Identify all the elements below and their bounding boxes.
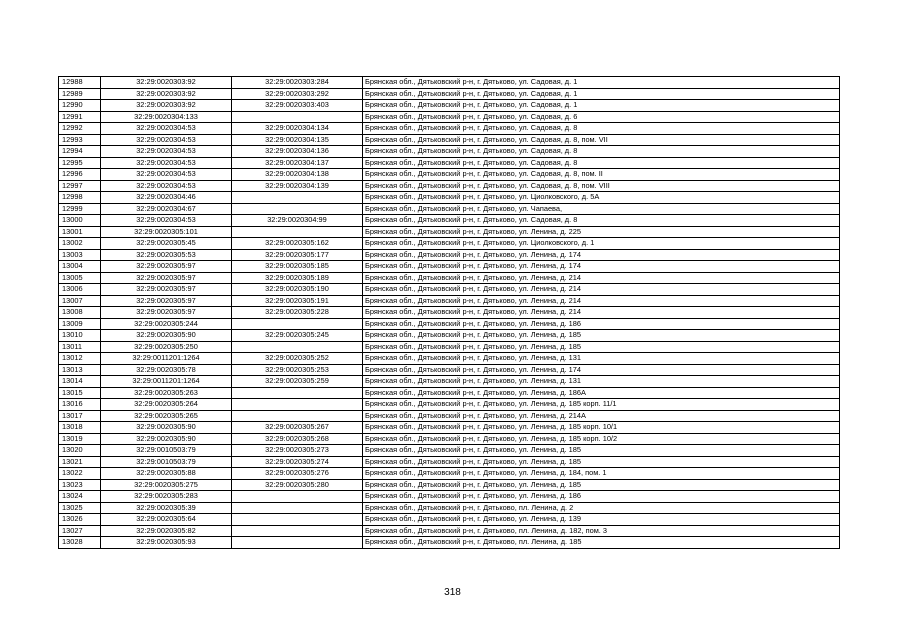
address-cell: Брянская обл., Дятьковский р-н, г. Дятьково, ул. Ленина, д. 185 (363, 341, 840, 353)
address-cell: Брянская обл., Дятьковский р-н, г. Дятьково, ул. Ленина, д. 131 (363, 353, 840, 365)
parent-cadastral-number-cell: 32:29:0020305:250 (101, 341, 232, 353)
parent-cadastral-number-cell: 32:29:0020305:39 (101, 502, 232, 514)
table-row (59, 123, 840, 135)
address-cell: Брянская обл., Дятьковский р-н, г. Дятьково, ул. Садовая, д. 8, пом. II (363, 169, 840, 181)
cadastral-number-cell: 32:29:0020305:190 (232, 284, 363, 296)
address-cell: Брянская обл., Дятьковский р-н, г. Дятьково, ул. Ленина, д. 174 (363, 364, 840, 376)
cadastral-number-cell (232, 514, 363, 526)
row-number-cell: 12993 (59, 134, 101, 146)
parent-cadastral-number-cell: 32:29:0020305:97 (101, 284, 232, 296)
cadastral-number-cell: 32:29:0020305:259 (232, 376, 363, 388)
address-cell: Брянская обл., Дятьковский р-н, г. Дятьково, ул. Садовая, д. 8 (363, 215, 840, 227)
table-row (59, 169, 840, 181)
row-number-cell: 13001 (59, 226, 101, 238)
parent-cadastral-number-cell: 32:29:0020305:97 (101, 295, 232, 307)
table-row (59, 249, 840, 261)
table-row (59, 318, 840, 330)
row-number-cell: 13019 (59, 433, 101, 445)
parent-cadastral-number-cell: 32:29:0020305:264 (101, 399, 232, 411)
cadastral-number-cell: 32:29:0020303:292 (232, 88, 363, 100)
address-cell: Брянская обл., Дятьковский р-н, г. Дятьково, ул. Садовая, д. 1 (363, 100, 840, 112)
cadastral-number-cell (232, 399, 363, 411)
cadastral-number-cell: 32:29:0020304:135 (232, 134, 363, 146)
parent-cadastral-number-cell: 32:29:0020305:244 (101, 318, 232, 330)
row-number-cell: 13004 (59, 261, 101, 273)
row-number-cell: 12994 (59, 146, 101, 158)
parent-cadastral-number-cell: 32:29:0020304:53 (101, 180, 232, 192)
cadastral-number-cell: 32:29:0020304:134 (232, 123, 363, 135)
table-row (59, 226, 840, 238)
table-row (59, 387, 840, 399)
cadastral-number-cell (232, 410, 363, 422)
parent-cadastral-number-cell: 32:29:0020303:92 (101, 88, 232, 100)
parent-cadastral-number-cell: 32:29:0011201:1264 (101, 353, 232, 365)
cadastral-number-cell: 32:29:0020303:284 (232, 77, 363, 89)
row-number-cell: 13002 (59, 238, 101, 250)
row-number-cell: 13011 (59, 341, 101, 353)
row-number-cell: 13021 (59, 456, 101, 468)
cadastral-number-cell: 32:29:0020305:276 (232, 468, 363, 480)
parent-cadastral-number-cell: 32:29:0020305:275 (101, 479, 232, 491)
address-cell: Брянская обл., Дятьковский р-н, г. Дятьково, ул. Ленина, д. 214А (363, 410, 840, 422)
row-number-cell: 13024 (59, 491, 101, 503)
cadastral-number-cell (232, 226, 363, 238)
parent-cadastral-number-cell: 32:29:0020305:283 (101, 491, 232, 503)
cadastral-number-cell: 32:29:0020305:185 (232, 261, 363, 273)
address-cell: Брянская обл., Дятьковский р-н, г. Дятьково, ул. Ленина, д. 186 (363, 491, 840, 503)
table-row (59, 238, 840, 250)
parent-cadastral-number-cell: 32:29:0020304:53 (101, 157, 232, 169)
address-cell: Брянская обл., Дятьковский р-н, г. Дятьково, пл. Ленина, д. 2 (363, 502, 840, 514)
address-cell: Брянская обл., Дятьковский р-н, г. Дятьково, ул. Садовая, д. 8 (363, 157, 840, 169)
table-row (59, 134, 840, 146)
parent-cadastral-number-cell: 32:29:0020305:263 (101, 387, 232, 399)
address-cell: Брянская обл., Дятьковский р-н, г. Дятьково, ул. Ленина, д. 214 (363, 295, 840, 307)
parent-cadastral-number-cell: 32:29:0020303:92 (101, 77, 232, 89)
table-row (59, 203, 840, 215)
cadastral-number-cell: 32:29:0020305:245 (232, 330, 363, 342)
table-row (59, 100, 840, 112)
address-cell: Брянская обл., Дятьковский р-н, г. Дятьково, ул. Ленина, д. 185 корп. 11/1 (363, 399, 840, 411)
table-row (59, 295, 840, 307)
parent-cadastral-number-cell: 32:29:0011201:1264 (101, 376, 232, 388)
table-row (59, 456, 840, 468)
address-cell: Брянская обл., Дятьковский р-н, г. Дятьково, ул. Ленина, д. 214 (363, 307, 840, 319)
table-row (59, 525, 840, 537)
row-number-cell: 13018 (59, 422, 101, 434)
cadastral-number-cell: 32:29:0020305:268 (232, 433, 363, 445)
cadastral-number-cell: 32:29:0020305:177 (232, 249, 363, 261)
parent-cadastral-number-cell: 32:29:0020304:53 (101, 123, 232, 135)
address-cell: Брянская обл., Дятьковский р-н, г. Дятьково, ул. Ленина, д. 185 (363, 479, 840, 491)
parent-cadastral-number-cell: 32:29:0020305:53 (101, 249, 232, 261)
cadastral-number-cell (232, 537, 363, 549)
table-row (59, 479, 840, 491)
address-cell: Брянская обл., Дятьковский р-н, г. Дятьково, ул. Ленина, д. 214 (363, 284, 840, 296)
parent-cadastral-number-cell: 32:29:0020305:90 (101, 433, 232, 445)
parent-cadastral-number-cell: 32:29:0020305:97 (101, 307, 232, 319)
row-number-cell: 13020 (59, 445, 101, 457)
address-cell: Брянская обл., Дятьковский р-н, г. Дятьково, ул. Ленина, д. 214 (363, 272, 840, 284)
parent-cadastral-number-cell: 32:29:0020305:78 (101, 364, 232, 376)
parent-cadastral-number-cell: 32:29:0020305:93 (101, 537, 232, 549)
parent-cadastral-number-cell: 32:29:0020303:92 (101, 100, 232, 112)
row-number-cell: 13027 (59, 525, 101, 537)
row-number-cell: 13012 (59, 353, 101, 365)
table-row (59, 307, 840, 319)
row-number-cell: 13013 (59, 364, 101, 376)
row-number-cell: 13005 (59, 272, 101, 284)
address-cell: Брянская обл., Дятьковский р-н, г. Дятьково, ул. Циолковского, д. 5А (363, 192, 840, 204)
row-number-cell: 13008 (59, 307, 101, 319)
row-number-cell: 12992 (59, 123, 101, 135)
table-row (59, 537, 840, 549)
row-number-cell: 12990 (59, 100, 101, 112)
parent-cadastral-number-cell: 32:29:0020304:53 (101, 169, 232, 181)
cadastral-number-cell (232, 491, 363, 503)
address-cell: Брянская обл., Дятьковский р-н, г. Дятьково, пл. Ленина, д. 182, пом. 3 (363, 525, 840, 537)
cadastral-number-cell: 32:29:0020305:274 (232, 456, 363, 468)
cadastral-number-cell: 32:29:0020305:273 (232, 445, 363, 457)
address-cell: Брянская обл., Дятьковский р-н, г. Дятьково, ул. Садовая, д. 8 (363, 123, 840, 135)
cadastral-number-cell: 32:29:0020305:162 (232, 238, 363, 250)
address-cell: Брянская обл., Дятьковский р-н, г. Дятьково, ул. Садовая, д. 1 (363, 88, 840, 100)
row-number-cell: 13010 (59, 330, 101, 342)
parent-cadastral-number-cell: 32:29:0010503:79 (101, 445, 232, 457)
parent-cadastral-number-cell: 32:29:0020305:64 (101, 514, 232, 526)
cadastral-number-cell (232, 502, 363, 514)
parent-cadastral-number-cell: 32:29:0020305:90 (101, 422, 232, 434)
address-cell: Брянская обл., Дятьковский р-н, г. Дятьково, ул. Ленина, д. 174 (363, 261, 840, 273)
cadastral-number-cell: 32:29:0020305:252 (232, 353, 363, 365)
row-number-cell: 13007 (59, 295, 101, 307)
cadastral-number-cell (232, 318, 363, 330)
row-number-cell: 13026 (59, 514, 101, 526)
parent-cadastral-number-cell: 32:29:0010503:79 (101, 456, 232, 468)
address-cell: Брянская обл., Дятьковский р-н, г. Дятьково, ул. Ленина, д. 139 (363, 514, 840, 526)
address-cell: Брянская обл., Дятьковский р-н, г. Дятьково, ул. Ленина, д. 185 (363, 456, 840, 468)
cadastral-number-cell: 32:29:0020303:403 (232, 100, 363, 112)
parent-cadastral-number-cell: 32:29:0020305:101 (101, 226, 232, 238)
address-cell: Брянская обл., Дятьковский р-н, г. Дятьково, ул. Садовая, д. 8, пом. VIII (363, 180, 840, 192)
row-number-cell: 12995 (59, 157, 101, 169)
table-row (59, 330, 840, 342)
cadastral-number-cell: 32:29:0020304:137 (232, 157, 363, 169)
table-row (59, 192, 840, 204)
cadastral-number-cell: 32:29:0020305:191 (232, 295, 363, 307)
cadastral-number-cell (232, 341, 363, 353)
parent-cadastral-number-cell: 32:29:0020305:45 (101, 238, 232, 250)
address-cell: Брянская обл., Дятьковский р-н, г. Дятьково, ул. Садовая, д. 8, пом. VII (363, 134, 840, 146)
table-row (59, 272, 840, 284)
address-cell: Брянская обл., Дятьковский р-н, г. Дятьково, ул. Садовая, д. 6 (363, 111, 840, 123)
table-row (59, 146, 840, 158)
row-number-cell: 12997 (59, 180, 101, 192)
table-row (59, 376, 840, 388)
table-body (59, 77, 840, 549)
row-number-cell: 13023 (59, 479, 101, 491)
address-cell: Брянская обл., Дятьковский р-н, г. Дятьково, пл. Ленина, д. 185 (363, 537, 840, 549)
row-number-cell: 13009 (59, 318, 101, 330)
address-cell: Брянская обл., Дятьковский р-н, г. Дятьково, ул. Садовая, д. 8 (363, 146, 840, 158)
cadastral-number-cell: 32:29:0020305:228 (232, 307, 363, 319)
cadastral-number-cell: 32:29:0020305:280 (232, 479, 363, 491)
parent-cadastral-number-cell: 32:29:0020305:265 (101, 410, 232, 422)
cadastral-number-cell (232, 525, 363, 537)
row-number-cell: 13014 (59, 376, 101, 388)
table-row (59, 468, 840, 480)
address-cell: Брянская обл., Дятьковский р-н, г. Дятьково, ул. Ленина, д. 174 (363, 249, 840, 261)
address-cell: Брянская обл., Дятьковский р-н, г. Дятьково, ул. Ленина, д. 131 (363, 376, 840, 388)
cadastral-number-cell (232, 203, 363, 215)
table-row (59, 445, 840, 457)
cadastral-number-cell: 32:29:0020305:253 (232, 364, 363, 376)
address-cell: Брянская обл., Дятьковский р-н, г. Дятьково, ул. Ленина, д. 185 корп. 10/2 (363, 433, 840, 445)
address-cell: Брянская обл., Дятьковский р-н, г. Дятьково, ул. Ленина, д. 185 (363, 445, 840, 457)
parent-cadastral-number-cell: 32:29:0020304:53 (101, 146, 232, 158)
address-cell: Брянская обл., Дятьковский р-н, г. Дятьково, ул. Циолковского, д. 1 (363, 238, 840, 250)
row-number-cell: 12998 (59, 192, 101, 204)
table-row (59, 215, 840, 227)
cadastral-number-cell (232, 387, 363, 399)
table-row (59, 514, 840, 526)
address-cell: Брянская обл., Дятьковский р-н, г. Дятьково, ул. Ленина, д. 186А (363, 387, 840, 399)
table-row (59, 284, 840, 296)
row-number-cell: 12988 (59, 77, 101, 89)
table-row (59, 111, 840, 123)
row-number-cell: 13003 (59, 249, 101, 261)
table-row (59, 77, 840, 89)
table-row (59, 88, 840, 100)
table-row (59, 410, 840, 422)
row-number-cell: 13017 (59, 410, 101, 422)
row-number-cell: 13000 (59, 215, 101, 227)
row-number-cell: 12989 (59, 88, 101, 100)
parent-cadastral-number-cell: 32:29:0020304:133 (101, 111, 232, 123)
parent-cadastral-number-cell: 32:29:0020304:46 (101, 192, 232, 204)
row-number-cell: 13028 (59, 537, 101, 549)
page-number: 318 (444, 587, 461, 598)
address-cell: Брянская обл., Дятьковский р-н, г. Дятьково, ул. Ленина, д. 185 (363, 330, 840, 342)
cadastral-number-cell: 32:29:0020304:99 (232, 215, 363, 227)
address-cell: Брянская обл., Дятьковский р-н, г. Дятьково, ул. Ленина, д. 186 (363, 318, 840, 330)
row-number-cell: 13022 (59, 468, 101, 480)
cadastral-number-cell: 32:29:0020305:189 (232, 272, 363, 284)
table-row (59, 433, 840, 445)
row-number-cell: 12999 (59, 203, 101, 215)
table-row (59, 261, 840, 273)
table-row (59, 399, 840, 411)
parent-cadastral-number-cell: 32:29:0020305:82 (101, 525, 232, 537)
parent-cadastral-number-cell: 32:29:0020305:90 (101, 330, 232, 342)
parent-cadastral-number-cell: 32:29:0020304:53 (101, 134, 232, 146)
cadastral-number-cell: 32:29:0020305:267 (232, 422, 363, 434)
parent-cadastral-number-cell: 32:29:0020304:53 (101, 215, 232, 227)
row-number-cell: 13006 (59, 284, 101, 296)
address-cell: Брянская обл., Дятьковский р-н, г. Дятьково, ул. Ленина, д. 185 корп. 10/1 (363, 422, 840, 434)
row-number-cell: 12996 (59, 169, 101, 181)
row-number-cell: 13016 (59, 399, 101, 411)
address-cell: Брянская обл., Дятьковский р-н, г. Дятьково, ул. Ленина, д. 184, пом. 1 (363, 468, 840, 480)
cadastral-number-cell: 32:29:0020304:138 (232, 169, 363, 181)
cadastral-number-cell: 32:29:0020304:136 (232, 146, 363, 158)
table-row (59, 157, 840, 169)
table-row (59, 353, 840, 365)
address-cell: Брянская обл., Дятьковский р-н, г. Дятьково, ул. Садовая, д. 1 (363, 77, 840, 89)
table-row (59, 180, 840, 192)
parent-cadastral-number-cell: 32:29:0020305:88 (101, 468, 232, 480)
parent-cadastral-number-cell: 32:29:0020305:97 (101, 272, 232, 284)
parent-cadastral-number-cell: 32:29:0020304:67 (101, 203, 232, 215)
parent-cadastral-number-cell: 32:29:0020305:97 (101, 261, 232, 273)
table-row (59, 491, 840, 503)
address-cell: Брянская обл., Дятьковский р-н, г. Дятьково, ул. Чапаева, (363, 203, 840, 215)
row-number-cell: 12991 (59, 111, 101, 123)
cadastral-number-cell (232, 111, 363, 123)
cadastral-number-cell: 32:29:0020304:139 (232, 180, 363, 192)
table-row (59, 422, 840, 434)
row-number-cell: 13025 (59, 502, 101, 514)
table-row (59, 341, 840, 353)
address-cell: Брянская обл., Дятьковский р-н, г. Дятьково, ул. Ленина, д. 225 (363, 226, 840, 238)
cadastral-table (58, 76, 840, 549)
cadastral-number-cell (232, 192, 363, 204)
table-row (59, 502, 840, 514)
table-row (59, 364, 840, 376)
row-number-cell: 13015 (59, 387, 101, 399)
